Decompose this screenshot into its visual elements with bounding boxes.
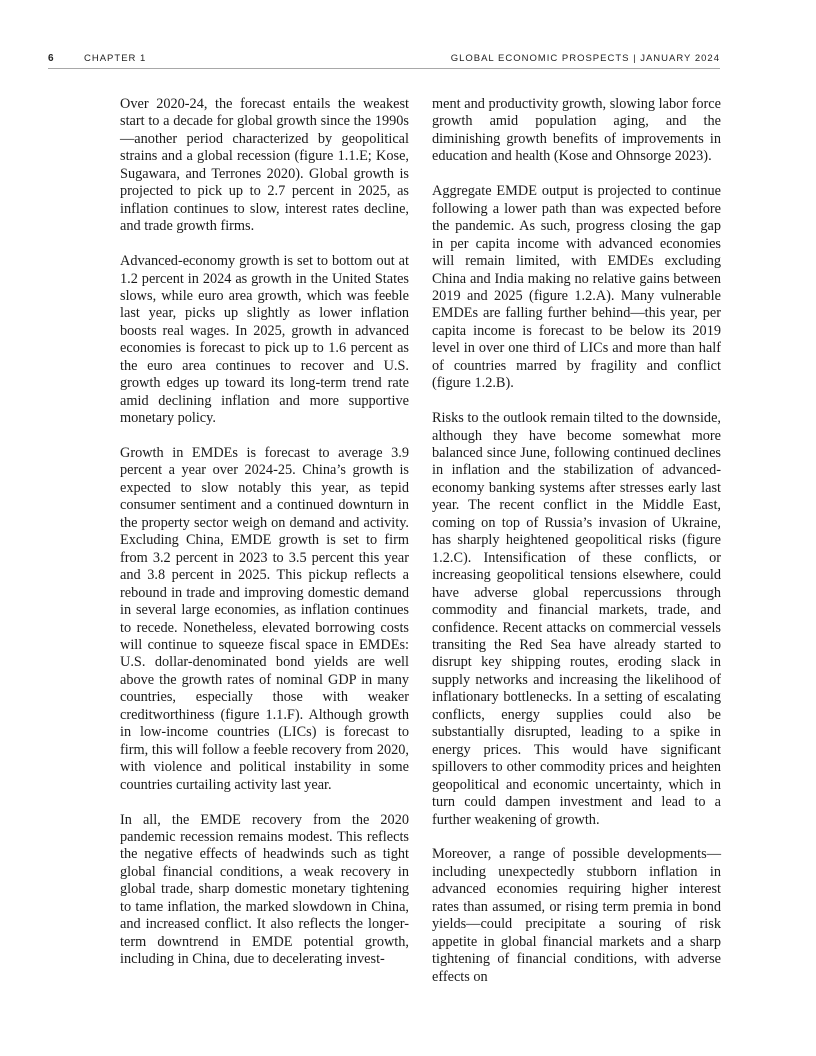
paragraph: Moreover, a range of possible developments—including unexpectedly stubborn inflation in advanced economies requiring higher interest rates than assumed, or rising term premia in bond yields—could precipitate a souring of risk appetite in global financial markets and a sharp tightening of financial conditions, with adverse effects on <box>432 846 721 985</box>
chapter-label: CHAPTER 1 <box>84 53 147 64</box>
left-column <box>120 96 409 986</box>
paragraph: ment and productivity growth, slowing labor force growth amid population aging, and the diminishing growth benefits of improvements in education and health (Kose and Ohnsorge 2023). <box>432 96 721 165</box>
page-number: 6 <box>48 53 55 64</box>
paragraph: Over 2020-24, the forecast entails the weakest start to a decade for global growth since the 1990s—another period characterized by geopolitical strains and a global recession (figure 1.1.E; Kose, Sugawara, and Terrones 2020). Global growth is projected to pick up to 2.7 percent in 2025, as inflation continues to slow, interest rates decline, and trade growth firms. <box>120 96 409 235</box>
paragraph: Advanced-economy growth is set to bottom out at 1.2 percent in 2024 as growth in the United States slows, while euro area growth, which was feeble last year, picks up slightly as lower inflation boosts real wages. In 2025, growth in advanced economies is forecast to pick up to 1.6 percent as the euro area continues to recover and U.S. growth edges up toward its long-term trend rate amid declining inflation and more supportive monetary policy. <box>120 253 409 427</box>
running-header <box>48 52 720 69</box>
paragraph: Growth in EMDEs is forecast to average 3.9 percent a year over 2024-25. China’s growth is expected to slow notably this year, as tepid consumer sentiment and a continued downturn in the property sector weigh on demand and activity. Excluding China, EMDE growth is set to firm from 3.2 percent in 2023 to 3.5 percent this year and 3.8 percent in 2025. This pickup reflects a rebound in trade and improving domestic demand in several large economies, as inflation continues to recede. Nonetheless, elevated borrowing costs will continue to squeeze fiscal space in EMDEs: U.S. dollar-denominated bond yields are well above the growth rates of nominal GDP in many countries, especially those with weaker creditworthiness (figure 1.1.F). Although growth in low-income countries (LICs) is forecast to firm, this will follow a feeble recovery from 2020, with violence and political instability in some countries curtailing activity last year. <box>120 445 409 793</box>
paragraph: Aggregate EMDE output is projected to continue following a lower path than was expected before the pandemic. As such, progress closing the gap in per capita income with advanced economies will remain limited, with EMDEs excluding China and India making no relative gains between 2019 and 2025 (figure 1.2.A). Many vulnerable EMDEs are falling further behind—this year, per capita income is forecast to be below its 2019 level in over one third of LICs and more than half of countries marred by fragility and conflict (figure 1.2.B). <box>432 183 721 392</box>
paragraph: In all, the EMDE recovery from the 2020 pandemic recession remains modest. This reflects the negative effects of headwinds such as tight global financial conditions, a weak recovery in global trade, sharp domestic monetary tightening to tame inflation, the marked slowdown in China, and increased conflict. It also reflects the longer-term downtrend in EMDE potential growth, including in China, due to decelerating invest- <box>120 811 409 968</box>
right-column <box>432 96 721 1004</box>
publication-title: GLOBAL ECONOMIC PROSPECTS | JANUARY 2024 <box>450 53 720 64</box>
paragraph: Risks to the outlook remain tilted to the downside, although they have become somewhat more balanced since June, following continued declines in inflation and the stabilization of advanced-economy banking systems after stresses early last year. The recent conflict in the Middle East, coming on top of Russia’s invasion of Ukraine, has sharply heightened geopolitical risks (figure 1.2.C). Intensification of these conflicts, or increasing geopolitical tensions elsewhere, could have adverse global repercussions through commodity and financial markets, trade, and confidence. Recent attacks on commercial vessels transiting the Red Sea have already started to disrupt key shipping routes, eroding slack in supply networks and increasing the likelihood of inflationary bottlenecks. In a setting of escalating conflicts, energy supplies could also be substantially disrupted, leading to a spike in energy prices. This would have significant spillovers to other commodity prices and heighten geopolitical and economic uncertainty, which in turn could dampen investment and lead to a further weakening of growth. <box>432 410 721 828</box>
